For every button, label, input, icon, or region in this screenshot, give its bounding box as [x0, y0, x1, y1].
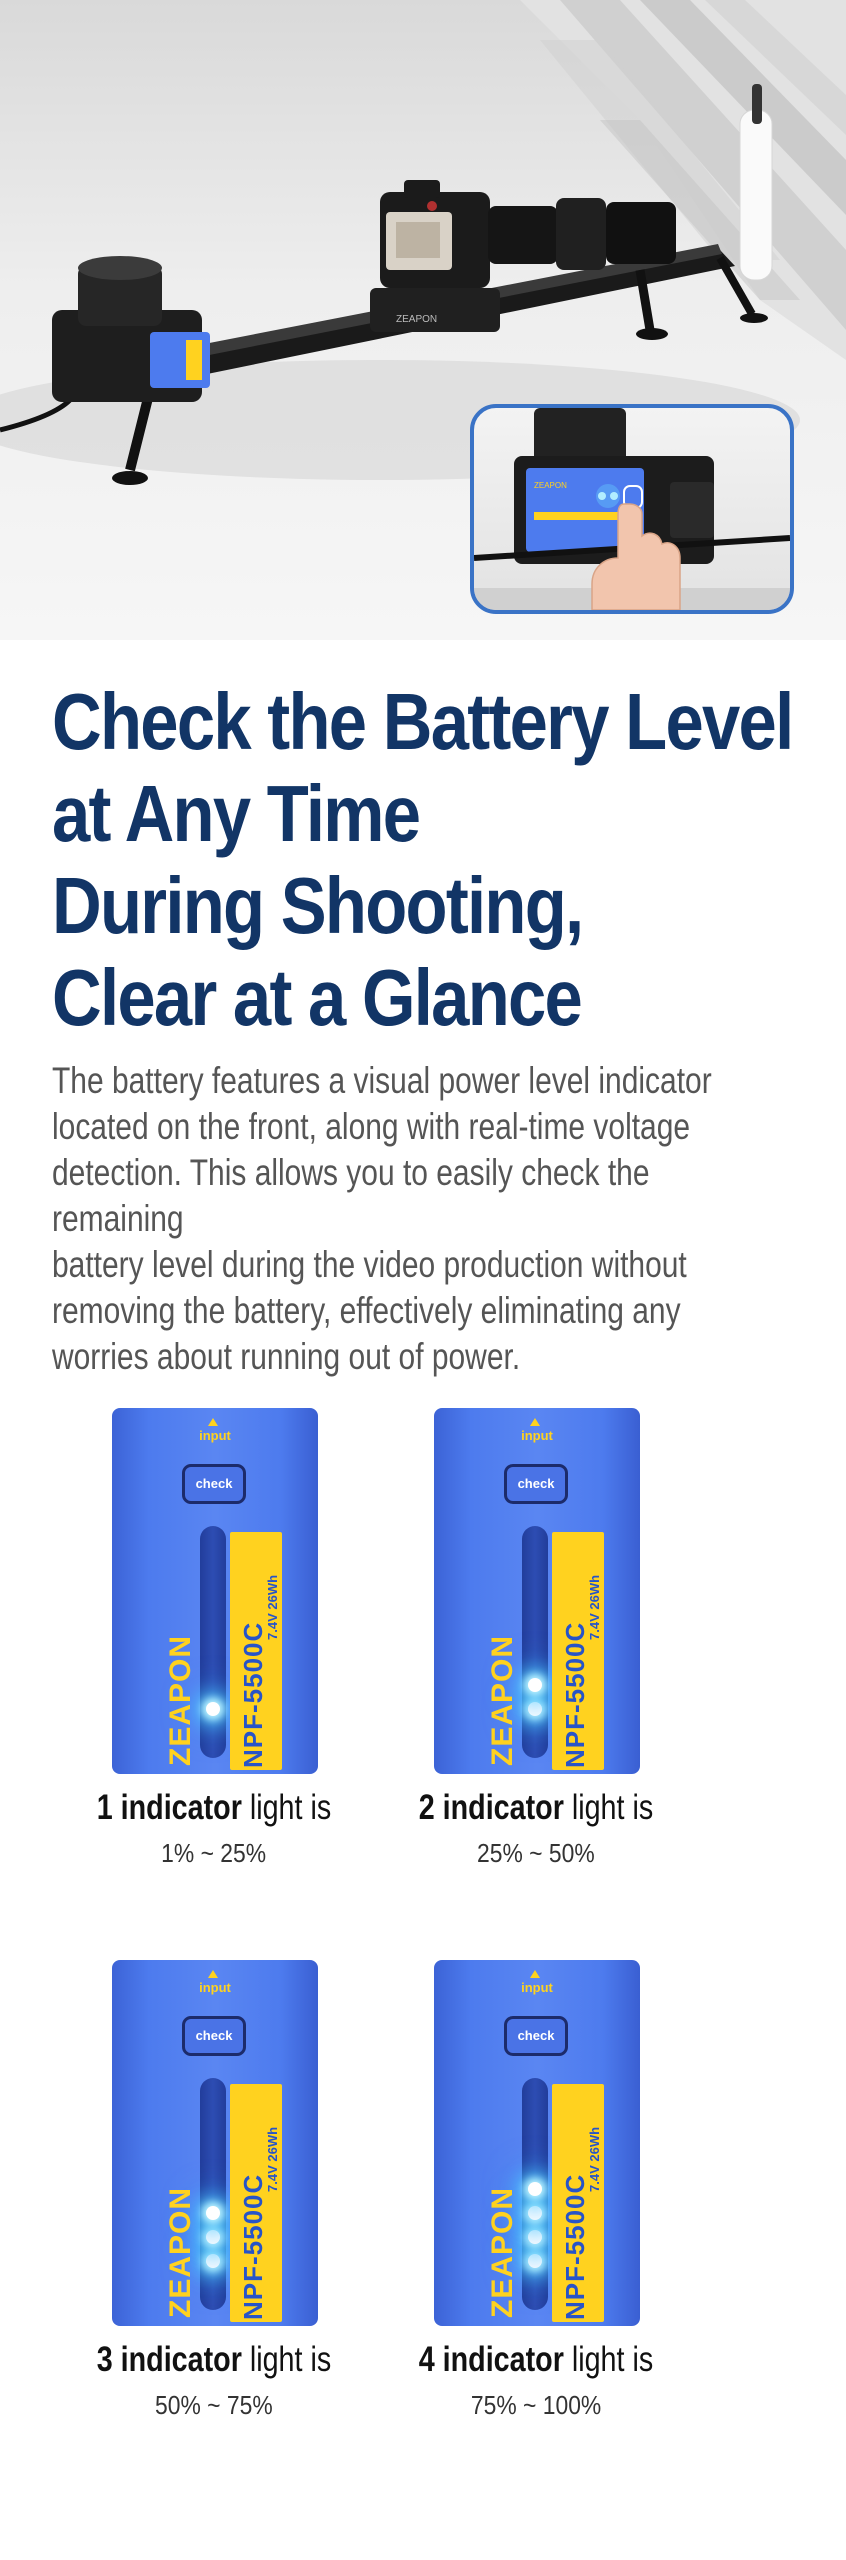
- page-headline: [52, 676, 793, 1044]
- headline-line: Check the Battery Level: [52, 677, 793, 766]
- indicator-led: [206, 2206, 220, 2220]
- led-indicator-strip: [200, 2078, 226, 2310]
- battery-spec: 7.4V 26Wh: [265, 2126, 280, 2192]
- indicator-led: [528, 1678, 542, 1692]
- input-port-label: input: [199, 1980, 231, 1995]
- input-port-label: input: [199, 1428, 231, 1443]
- slider-brand-mark: ZEAPON: [396, 314, 438, 325]
- battery-brand: ZEAPON: [164, 2186, 197, 2318]
- indicator-led: [206, 1702, 220, 1716]
- inset-brand-mark: ZEAPON: [534, 481, 567, 490]
- check-button: check: [182, 1464, 246, 1504]
- indicator-count: 2 indicator: [418, 1788, 564, 1827]
- indicator-caption: [376, 1788, 696, 1828]
- description-line: removing the battery, effectively eliminating any: [52, 1290, 681, 1331]
- battery-model: NPF-5500C: [560, 1621, 590, 1768]
- battery-brand: ZEAPON: [486, 1634, 519, 1766]
- input-port-label: input: [521, 1980, 553, 1995]
- battery-range-text: 25% ~ 50%: [477, 1838, 595, 1868]
- description-line: worries about running out of power.: [52, 1336, 521, 1377]
- input-arrow-icon: [530, 1418, 540, 1426]
- indicator-led: [206, 2230, 220, 2244]
- input-arrow-icon: [208, 1970, 218, 1978]
- description-line: located on the front, along with real-time voltage: [52, 1106, 691, 1147]
- indicator-suffix: light is: [241, 2340, 332, 2379]
- led-indicator-strip: [522, 1526, 548, 1758]
- check-button: check: [504, 1464, 568, 1504]
- indicator-count: 1 indicator: [96, 1788, 242, 1827]
- battery-range-text: 50% ~ 75%: [155, 2390, 273, 2420]
- battery-brand: ZEAPON: [164, 1634, 197, 1766]
- battery-range: [54, 1838, 374, 1869]
- input-port-label: input: [521, 1428, 553, 1443]
- indicator-suffix: light is: [563, 1788, 654, 1827]
- feature-description: [52, 1058, 781, 1380]
- indicator-count: 4 indicator: [418, 2340, 564, 2379]
- indicator-led: [528, 2230, 542, 2244]
- headline-line: During Shooting,: [52, 861, 583, 950]
- indicator-caption: [376, 2340, 696, 2380]
- battery-spec: 7.4V 26Wh: [265, 1574, 280, 1640]
- hero-product-photo: [0, 0, 846, 640]
- battery-model: NPF-5500C: [560, 2173, 590, 2320]
- headline-line: Clear at a Glance: [52, 953, 582, 1042]
- description-line: detection. This allows you to easily check the remaining: [52, 1152, 650, 1239]
- battery-model: NPF-5500C: [238, 1621, 268, 1768]
- led-indicator-strip: [200, 1526, 226, 1758]
- battery-check-closeup: [470, 404, 794, 614]
- indicator-suffix: light is: [563, 2340, 654, 2379]
- battery-range-text: 1% ~ 25%: [161, 1838, 267, 1868]
- indicator-led: [206, 2254, 220, 2268]
- description-line: The battery features a visual power level indicator: [52, 1060, 712, 1101]
- closeup-illustration: [474, 408, 790, 610]
- indicator-led: [528, 2206, 542, 2220]
- indicator-led: [528, 2182, 542, 2196]
- battery-range: [54, 2390, 374, 2421]
- battery-illustration: [112, 1408, 318, 1774]
- input-arrow-icon: [530, 1970, 540, 1978]
- battery-range: [376, 2390, 696, 2421]
- check-button: check: [504, 2016, 568, 2056]
- battery-model: NPF-5500C: [238, 2173, 268, 2320]
- battery-illustration: [434, 1408, 640, 1774]
- indicator-led: [528, 1702, 542, 1716]
- battery-range: [376, 1838, 696, 1869]
- input-arrow-icon: [208, 1418, 218, 1426]
- indicator-caption: [54, 2340, 374, 2380]
- battery-illustration: [112, 1960, 318, 2326]
- indicator-suffix: light is: [241, 1788, 332, 1827]
- headline-line: at Any Time: [52, 769, 420, 858]
- battery-brand: ZEAPON: [486, 2186, 519, 2318]
- battery-illustration: [434, 1960, 640, 2326]
- led-indicator-strip: [522, 2078, 548, 2310]
- indicator-count: 3 indicator: [96, 2340, 242, 2379]
- check-button: check: [182, 2016, 246, 2056]
- indicator-caption: [54, 1788, 374, 1828]
- indicator-led: [528, 2254, 542, 2268]
- battery-range-text: 75% ~ 100%: [470, 2390, 602, 2420]
- battery-spec: 7.4V 26Wh: [587, 2126, 602, 2192]
- battery-spec: 7.4V 26Wh: [587, 1574, 602, 1640]
- description-line: battery level during the video production without: [52, 1244, 687, 1285]
